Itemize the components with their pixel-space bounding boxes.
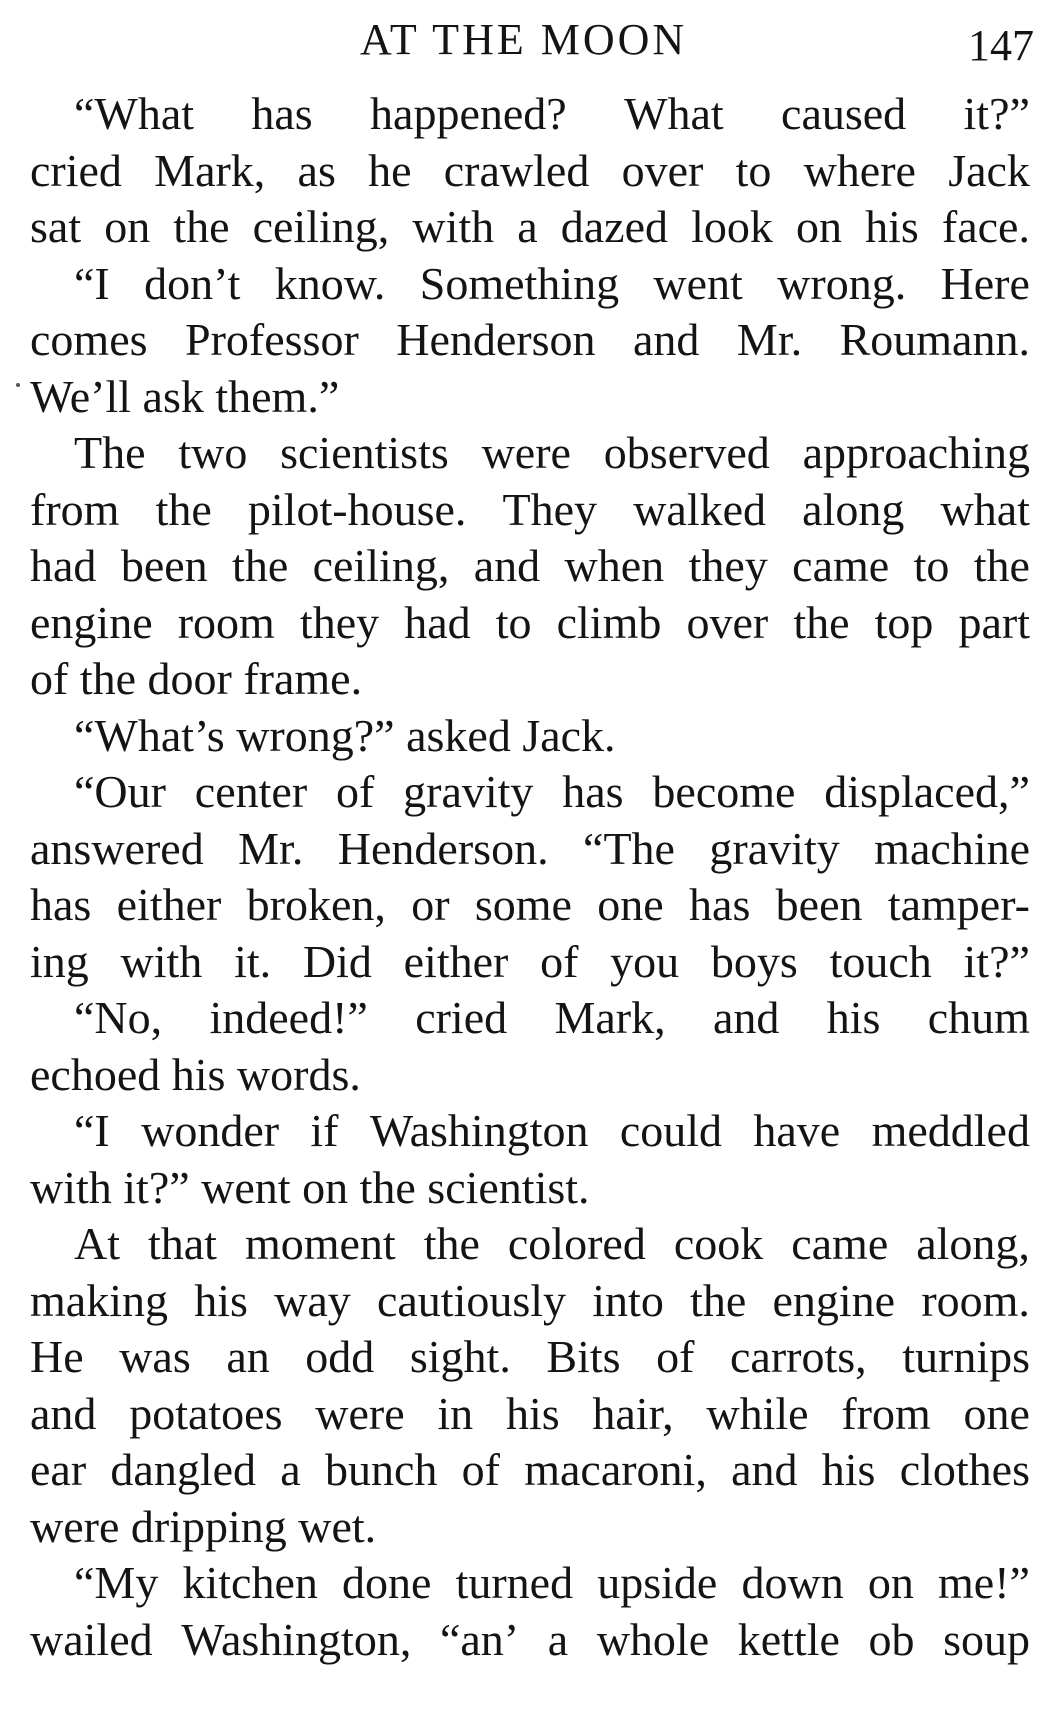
word: room. bbox=[921, 1274, 1030, 1326]
word: room bbox=[177, 596, 275, 648]
word: sight. bbox=[409, 1331, 511, 1382]
text-line bbox=[30, 1103, 1030, 1160]
word: from bbox=[841, 1387, 931, 1439]
text-line bbox=[30, 199, 1030, 256]
word: when bbox=[564, 540, 665, 591]
word: odd bbox=[305, 1331, 375, 1382]
text-line: were dripping wet. bbox=[30, 1500, 377, 1552]
word: the bbox=[973, 540, 1030, 591]
word: Henderson bbox=[396, 314, 596, 365]
word: gravity bbox=[403, 766, 534, 817]
word: one bbox=[597, 879, 664, 930]
word: He bbox=[30, 1331, 84, 1382]
word: done bbox=[342, 1557, 432, 1608]
word: an bbox=[226, 1331, 270, 1382]
word: you bbox=[610, 935, 680, 987]
word: on bbox=[796, 201, 842, 252]
word: as bbox=[297, 144, 336, 196]
word: observed bbox=[603, 427, 770, 478]
word: a bbox=[280, 1444, 301, 1495]
text-line bbox=[30, 1555, 1030, 1612]
word: top bbox=[874, 596, 934, 648]
word: one bbox=[963, 1387, 1030, 1439]
word: has bbox=[30, 879, 92, 930]
text-line bbox=[30, 538, 1030, 595]
word: whole bbox=[596, 1613, 710, 1665]
word: clothes bbox=[899, 1444, 1030, 1495]
word: kettle bbox=[737, 1613, 840, 1665]
body-text bbox=[30, 86, 1030, 1668]
word: answered bbox=[30, 822, 204, 874]
word: either bbox=[403, 935, 509, 987]
text-line bbox=[30, 1612, 1030, 1669]
word: macaroni, bbox=[524, 1444, 707, 1495]
word: me!” bbox=[938, 1557, 1030, 1608]
word: over bbox=[621, 144, 704, 196]
word: Mark, bbox=[154, 144, 266, 196]
word: either bbox=[116, 879, 222, 930]
word: turned bbox=[455, 1557, 574, 1608]
word: hair, bbox=[592, 1387, 674, 1439]
word: his bbox=[194, 1274, 248, 1326]
word: dazed bbox=[560, 201, 669, 252]
text-line bbox=[30, 1273, 1030, 1330]
page-header bbox=[0, 10, 1050, 70]
word: “No, bbox=[74, 992, 163, 1043]
word: climb bbox=[556, 596, 662, 648]
word: indeed!” bbox=[209, 992, 368, 1043]
word: it?” bbox=[963, 88, 1030, 139]
text-line: of the door frame. bbox=[30, 653, 363, 704]
word: Did bbox=[302, 935, 372, 987]
word: has bbox=[562, 766, 624, 817]
word: was bbox=[119, 1331, 191, 1382]
word: cried bbox=[30, 144, 122, 196]
word: in bbox=[437, 1387, 474, 1439]
word: of bbox=[656, 1331, 695, 1382]
word: and bbox=[633, 314, 700, 365]
word: what bbox=[940, 483, 1030, 535]
word: At bbox=[74, 1218, 120, 1269]
word: chum bbox=[927, 992, 1030, 1043]
word: look bbox=[691, 201, 773, 252]
text-line bbox=[30, 1442, 1030, 1499]
word: have bbox=[753, 1105, 841, 1156]
text-line: “What’s wrong?” asked Jack. bbox=[74, 709, 616, 761]
word: cried bbox=[415, 992, 508, 1043]
word: of bbox=[461, 1444, 500, 1495]
word: Mr. bbox=[238, 822, 304, 874]
text-line: echoed his words. bbox=[30, 1048, 361, 1100]
word: his bbox=[826, 992, 881, 1043]
word: they bbox=[688, 540, 768, 591]
word: The bbox=[74, 427, 146, 478]
word: gravity bbox=[709, 822, 840, 874]
text-line bbox=[30, 86, 1030, 143]
word: engine bbox=[30, 596, 153, 648]
word: potatoes bbox=[129, 1387, 283, 1439]
word: and bbox=[30, 1387, 97, 1439]
word: comes bbox=[30, 314, 148, 365]
text-line bbox=[30, 482, 1030, 539]
word: from bbox=[30, 483, 120, 535]
word: “I bbox=[74, 1105, 110, 1156]
word: with bbox=[412, 201, 495, 252]
word: colored bbox=[507, 1218, 646, 1269]
word: kitchen bbox=[182, 1557, 318, 1608]
word: has bbox=[251, 88, 313, 139]
word: “What bbox=[74, 88, 195, 139]
word: into bbox=[592, 1274, 664, 1326]
text-line bbox=[30, 143, 1030, 200]
word: ceiling, bbox=[312, 540, 450, 591]
word: Bits bbox=[546, 1331, 621, 1382]
text-line bbox=[30, 1329, 1030, 1386]
word: had bbox=[30, 540, 97, 591]
text-line bbox=[30, 312, 1030, 369]
word: were bbox=[481, 427, 571, 478]
word: came bbox=[791, 1218, 889, 1269]
word: Washington, bbox=[181, 1613, 412, 1665]
word: has bbox=[689, 879, 751, 930]
word: along, bbox=[916, 1218, 1030, 1269]
word: to bbox=[913, 540, 950, 591]
text-line bbox=[30, 990, 1030, 1047]
text-line bbox=[30, 764, 1030, 821]
word: moment bbox=[244, 1218, 396, 1269]
word: or bbox=[411, 879, 450, 930]
word: his bbox=[821, 1444, 876, 1495]
word: Jack bbox=[948, 144, 1030, 196]
word: engine bbox=[772, 1274, 896, 1326]
text-line: with it?” went on the scientist. bbox=[30, 1161, 590, 1213]
word: his bbox=[505, 1387, 560, 1439]
word: of bbox=[540, 935, 579, 987]
word: were bbox=[315, 1387, 405, 1439]
text-line bbox=[30, 934, 1030, 991]
word: bunch bbox=[324, 1444, 438, 1495]
word: the bbox=[690, 1274, 747, 1326]
word: pilot-house. bbox=[247, 483, 467, 535]
text-line bbox=[30, 595, 1030, 652]
word: on bbox=[104, 201, 151, 252]
word: part bbox=[958, 596, 1030, 648]
word: came bbox=[792, 540, 890, 591]
word: of bbox=[335, 766, 375, 817]
text-line bbox=[30, 1386, 1030, 1443]
word: to bbox=[495, 596, 532, 648]
word: he bbox=[368, 144, 412, 196]
word: don’t bbox=[144, 257, 241, 309]
word: center bbox=[194, 766, 308, 817]
word: displaced,” bbox=[824, 766, 1030, 817]
word: become bbox=[652, 766, 796, 817]
word: Here bbox=[940, 257, 1030, 309]
word: it. bbox=[234, 935, 272, 987]
word: had bbox=[404, 596, 471, 648]
word: on bbox=[867, 1557, 914, 1608]
word: and bbox=[712, 992, 780, 1043]
word: with bbox=[120, 935, 203, 987]
word: his bbox=[865, 201, 919, 252]
word: cautiously bbox=[376, 1274, 567, 1326]
word: Henderson. bbox=[337, 822, 549, 874]
word: tamper- bbox=[887, 879, 1030, 930]
word: “Our bbox=[74, 766, 166, 817]
word: the bbox=[155, 483, 212, 535]
word: ceiling, bbox=[252, 201, 390, 252]
word: the bbox=[232, 540, 289, 591]
word: upside bbox=[597, 1557, 718, 1608]
word: They bbox=[502, 483, 598, 535]
word: where bbox=[803, 144, 916, 196]
word: ear bbox=[30, 1444, 87, 1495]
word: a bbox=[547, 1613, 569, 1665]
word: some bbox=[474, 879, 572, 930]
word: the bbox=[423, 1218, 480, 1269]
word: been bbox=[120, 540, 208, 591]
word: and bbox=[731, 1444, 798, 1495]
word: “The bbox=[583, 822, 675, 874]
word: Washington bbox=[369, 1105, 589, 1156]
text-line: We’ll ask them.” bbox=[30, 370, 340, 422]
word: meddled bbox=[871, 1105, 1030, 1156]
word: to bbox=[735, 144, 772, 196]
word: broken, bbox=[246, 879, 386, 930]
word: been bbox=[775, 879, 863, 930]
word: carrots, bbox=[730, 1331, 867, 1382]
word: Mr. bbox=[736, 314, 803, 365]
word: the bbox=[793, 596, 850, 648]
word: a bbox=[517, 201, 538, 252]
word: caused bbox=[781, 88, 907, 139]
text-line bbox=[30, 877, 1030, 934]
word: wailed bbox=[30, 1613, 153, 1665]
word: soup bbox=[943, 1613, 1030, 1665]
word: that bbox=[147, 1218, 217, 1269]
word: crawled bbox=[443, 144, 590, 196]
word: wonder bbox=[141, 1105, 280, 1156]
text-line bbox=[30, 425, 1030, 482]
word: two bbox=[178, 427, 248, 478]
word: “I bbox=[74, 257, 110, 309]
word: Professor bbox=[185, 314, 359, 365]
word: ob bbox=[868, 1613, 915, 1665]
word: turnips bbox=[902, 1331, 1030, 1382]
word: touch bbox=[829, 935, 932, 987]
word: Roumann. bbox=[839, 314, 1030, 365]
word: along bbox=[802, 483, 905, 535]
word: could bbox=[619, 1105, 723, 1156]
word: went bbox=[653, 257, 743, 309]
word: “My bbox=[74, 1557, 159, 1608]
word: face. bbox=[941, 201, 1030, 252]
word: Something bbox=[419, 257, 620, 309]
print-speck bbox=[16, 383, 20, 387]
word: the bbox=[173, 201, 230, 252]
word: Mark, bbox=[554, 992, 666, 1043]
word: machine bbox=[874, 822, 1030, 874]
word: if bbox=[310, 1105, 339, 1156]
word: ing bbox=[30, 935, 89, 987]
word: while bbox=[706, 1387, 809, 1439]
word: way bbox=[274, 1274, 351, 1326]
running-head: AT THE MOON bbox=[360, 15, 688, 64]
word: “an’ bbox=[439, 1613, 520, 1665]
word: boys bbox=[710, 935, 798, 987]
word: What bbox=[624, 88, 724, 139]
word: walked bbox=[633, 483, 767, 535]
word: scientists bbox=[280, 427, 449, 478]
word: they bbox=[299, 596, 380, 648]
word: over bbox=[686, 596, 769, 648]
word: it?” bbox=[963, 935, 1030, 987]
word: know. bbox=[274, 257, 386, 309]
word: happened? bbox=[370, 88, 567, 139]
word: dangled bbox=[110, 1444, 257, 1495]
text-line bbox=[30, 1216, 1030, 1273]
word: down bbox=[741, 1557, 844, 1608]
page-number: 147 bbox=[968, 21, 1034, 70]
word: sat bbox=[30, 201, 82, 252]
word: approaching bbox=[802, 427, 1030, 478]
word: making bbox=[30, 1274, 168, 1326]
text-line bbox=[30, 821, 1030, 878]
word: cook bbox=[673, 1218, 764, 1269]
text-line bbox=[30, 256, 1030, 313]
word: and bbox=[473, 540, 541, 591]
word: wrong. bbox=[777, 257, 907, 309]
